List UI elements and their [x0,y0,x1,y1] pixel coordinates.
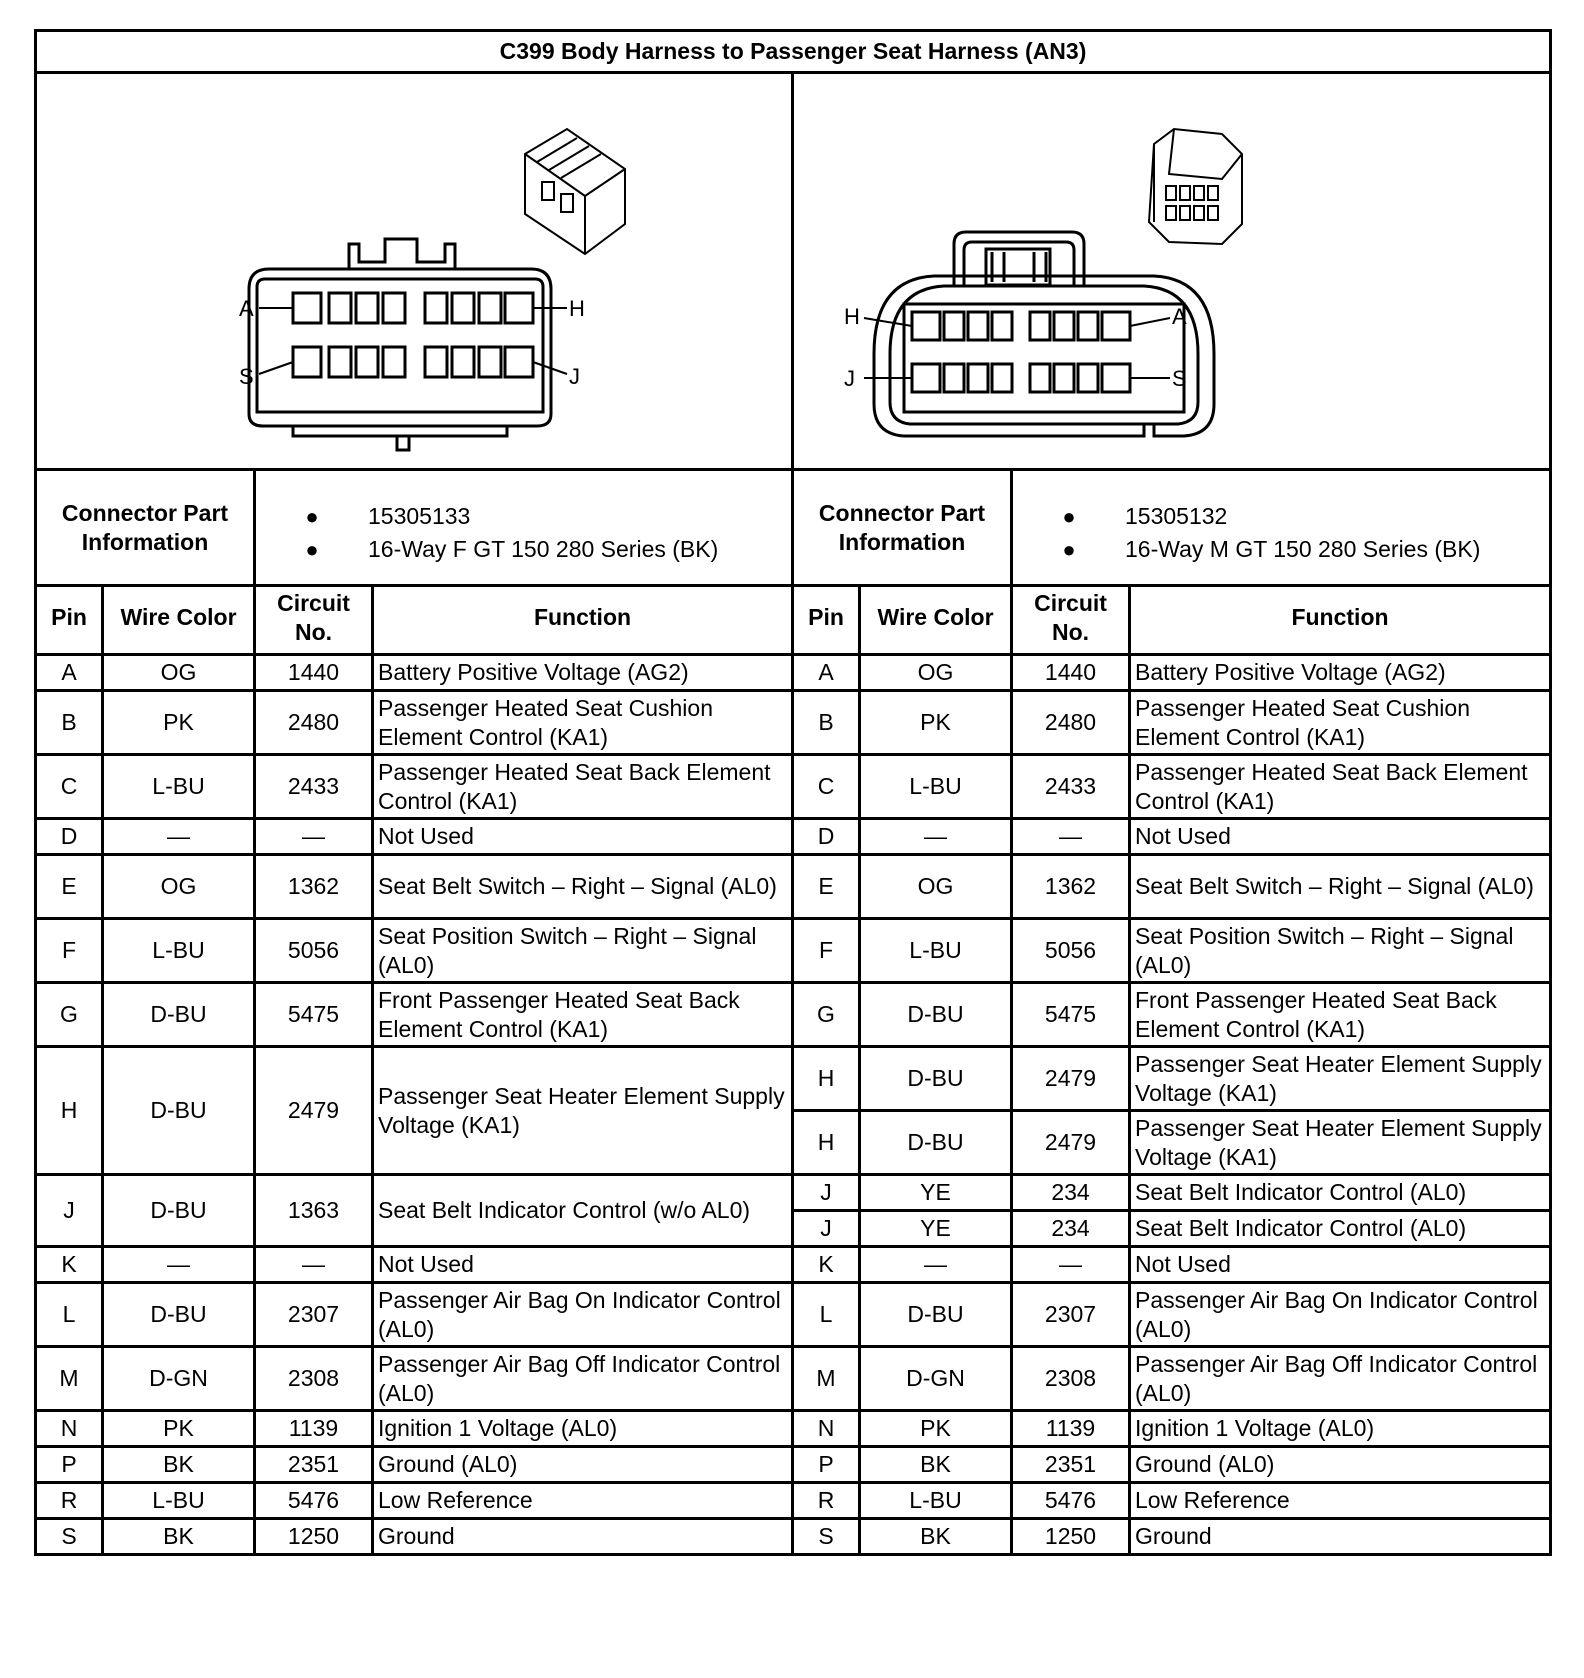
circuit-cell: 2433 [255,755,373,819]
wire-color-cell: PK [860,1411,1012,1447]
part-number: 15305132 [1125,502,1228,529]
pin-cell: F [793,919,860,983]
function-cell: Seat Belt Indicator Control (w/o AL0) [373,1175,793,1247]
pin-cell: M [36,1347,103,1411]
header-wire-color: Wire Color [860,586,1012,655]
circuit-cell: 2480 [1012,691,1130,755]
right-connector-part-info [1012,470,1551,586]
wire-color-cell: L-BU [103,1483,255,1519]
function-cell: Battery Positive Voltage (AG2) [373,655,793,691]
table-row [36,1247,1551,1283]
table-row [36,919,1551,983]
pin-cell: M [793,1347,860,1411]
pin-cell: K [793,1247,860,1283]
wire-color-cell: D-BU [103,1047,255,1175]
table-row [36,1047,1551,1111]
pin-cell: L [793,1283,860,1347]
pin-cell: P [793,1447,860,1483]
function-cell: Ignition 1 Voltage (AL0) [373,1411,793,1447]
list-item [256,500,791,533]
wire-color-cell: D-GN [860,1347,1012,1411]
circuit-cell: — [1012,819,1130,855]
connector-description: 16-Way F GT 150 280 Series (BK) [368,535,719,562]
wire-color-cell: BK [860,1519,1012,1555]
wire-color-cell: — [860,819,1012,855]
pin-cell: J [36,1175,103,1247]
circuit-cell: 1440 [255,655,373,691]
wire-color-cell: D-BU [860,1047,1012,1111]
left-connector-part-info-label: Connector Part Information [36,470,255,586]
pin-cell: B [36,691,103,755]
pin-cell: R [36,1483,103,1519]
function-cell: Front Passenger Heated Seat Back Element Control (KA1) [1130,983,1551,1047]
wire-color-cell: D-BU [103,1175,255,1247]
function-cell: Seat Position Switch – Right – Signal (AL0) [373,919,793,983]
circuit-cell: — [1012,1247,1130,1283]
wire-color-cell: D-BU [103,983,255,1047]
pin-label-top-left: H [844,304,860,329]
circuit-cell: 2307 [1012,1283,1130,1347]
circuit-cell: 2308 [255,1347,373,1411]
list-item [1013,533,1549,566]
circuit-cell: 5476 [255,1483,373,1519]
pin-cell: H [793,1111,860,1175]
wire-color-cell: D-BU [860,1111,1012,1175]
header-pin: Pin [36,586,103,655]
pin-cell: P [36,1447,103,1483]
pin-cell: E [793,855,860,919]
pin-cavities [293,293,533,377]
wire-color-cell: OG [103,855,255,919]
function-cell: Passenger Seat Heater Element Supply Voltage (KA1) [1130,1111,1551,1175]
function-cell: Ignition 1 Voltage (AL0) [1130,1411,1551,1447]
function-cell: Passenger Air Bag On Indicator Control (AL0) [1130,1283,1551,1347]
pin-cell: S [36,1519,103,1555]
function-cell: Passenger Heated Seat Cushion Element Control (KA1) [373,691,793,755]
function-cell: Not Used [373,1247,793,1283]
pin-cavities [912,312,1130,392]
pin-label-top-right: A [1172,304,1187,329]
circuit-cell: 234 [1012,1175,1130,1211]
circuit-cell: 2480 [255,691,373,755]
table-row [36,755,1551,819]
circuit-cell: 234 [1012,1211,1130,1247]
pin-leader-lines [864,318,1170,378]
wire-color-cell: L-BU [860,1483,1012,1519]
function-cell: Not Used [1130,1247,1551,1283]
wire-color-cell: D-BU [103,1283,255,1347]
function-cell: Seat Belt Switch – Right – Signal (AL0) [1130,855,1551,919]
pin-cell: J [793,1211,860,1247]
table-row [36,691,1551,755]
header-circuit: Circuit No. [255,586,373,655]
pin-cell: A [793,655,860,691]
function-cell: Passenger Air Bag Off Indicator Control (AL0) [373,1347,793,1411]
circuit-cell: 2351 [255,1447,373,1483]
circuit-cell: — [255,819,373,855]
circuit-cell: 5476 [1012,1483,1130,1519]
wire-color-cell: PK [860,691,1012,755]
pin-cell: S [793,1519,860,1555]
wire-color-cell: YE [860,1211,1012,1247]
table-row [36,1483,1551,1519]
pin-leader-lines [259,308,567,374]
wire-color-cell: BK [103,1519,255,1555]
pin-cell: E [36,855,103,919]
wire-color-cell: BK [103,1447,255,1483]
pin-cell: C [793,755,860,819]
circuit-cell: 5475 [1012,983,1130,1047]
function-cell: Seat Belt Indicator Control (AL0) [1130,1175,1551,1211]
function-cell: Low Reference [1130,1483,1551,1519]
pin-cell: K [36,1247,103,1283]
circuit-cell: 1363 [255,1175,373,1247]
right-connector-part-info-label: Connector Part Information [793,470,1012,586]
wire-color-cell: — [103,819,255,855]
pin-cell: C [36,755,103,819]
circuit-cell: 1139 [255,1411,373,1447]
function-cell: Ground [373,1519,793,1555]
pin-label-top-left: A [239,296,254,321]
wire-color-cell: YE [860,1175,1012,1211]
wire-color-cell: L-BU [860,755,1012,819]
connector-description: 16-Way M GT 150 280 Series (BK) [1125,535,1481,562]
pin-cell: R [793,1483,860,1519]
header-function: Function [373,586,793,655]
circuit-cell: 2479 [255,1047,373,1175]
function-cell: Seat Belt Switch – Right – Signal (AL0) [373,855,793,919]
pin-cell: H [793,1047,860,1111]
pin-cell: D [793,819,860,855]
function-cell: Seat Position Switch – Right – Signal (AL0) [1130,919,1551,983]
function-cell: Passenger Air Bag Off Indicator Control (AL0) [1130,1347,1551,1411]
circuit-cell: 2479 [1012,1111,1130,1175]
pin-cell: D [36,819,103,855]
pin-label-top-right: H [569,296,585,321]
pin-cell: F [36,919,103,983]
wire-color-cell: OG [860,655,1012,691]
pin-label-bottom-left: S [239,364,254,389]
bullet-icon: ● [305,503,319,529]
circuit-cell: 2307 [255,1283,373,1347]
pin-label-bottom-right: S [1172,366,1187,391]
circuit-cell: 1362 [255,855,373,919]
pin-cell: L [36,1283,103,1347]
circuit-cell: 1440 [1012,655,1130,691]
pin-cell: H [36,1047,103,1175]
header-pin: Pin [793,586,860,655]
pin-cell: G [36,983,103,1047]
table-row [36,819,1551,855]
table-row [36,1347,1551,1411]
circuit-cell: 2479 [1012,1047,1130,1111]
table-row [36,1411,1551,1447]
function-cell: Battery Positive Voltage (AG2) [1130,655,1551,691]
wire-color-cell: L-BU [103,755,255,819]
circuit-cell: — [255,1247,373,1283]
male-connector-drawing [794,74,1552,468]
function-cell: Seat Belt Indicator Control (AL0) [1130,1211,1551,1247]
connector-body [249,239,551,450]
wire-color-cell: BK [860,1447,1012,1483]
function-cell: Ground (AL0) [1130,1447,1551,1483]
connector-sheet [34,29,1549,1556]
header-circuit: Circuit No. [1012,586,1130,655]
wire-color-cell: D-BU [860,1283,1012,1347]
connector-body [874,232,1214,436]
circuit-cell: 5475 [255,983,373,1047]
function-cell: Passenger Seat Heater Element Supply Voltage (KA1) [373,1047,793,1175]
pin-cell: A [36,655,103,691]
table-row [36,983,1551,1047]
function-cell: Front Passenger Heated Seat Back Element Control (KA1) [373,983,793,1047]
wire-color-cell: PK [103,1411,255,1447]
wire-color-cell: OG [103,655,255,691]
circuit-cell: 1250 [255,1519,373,1555]
circuit-cell: 5056 [1012,919,1130,983]
function-cell: Ground [1130,1519,1551,1555]
table-row [36,1519,1551,1555]
function-cell: Passenger Heated Seat Back Element Control (KA1) [1130,755,1551,819]
table-row [36,655,1551,691]
circuit-cell: 1139 [1012,1411,1130,1447]
pin-label-bottom-right: J [569,364,580,389]
pin-cell: N [36,1411,103,1447]
left-connector-figure [36,73,793,470]
function-cell: Passenger Seat Heater Element Supply Voltage (KA1) [1130,1047,1551,1111]
wire-color-cell: — [103,1247,255,1283]
page-title: C399 Body Harness to Passenger Seat Harness (AN3) [36,31,1551,73]
wire-color-cell: L-BU [860,919,1012,983]
header-function: Function [1130,586,1551,655]
circuit-cell: 2433 [1012,755,1130,819]
connector-3d-icon [525,129,625,254]
female-connector-drawing [37,74,794,468]
bullet-icon: ● [305,536,319,562]
pin-cell: J [793,1175,860,1211]
list-item [256,533,791,566]
pin-cell: N [793,1411,860,1447]
wire-color-cell: OG [860,855,1012,919]
table-row [36,1447,1551,1483]
table-row [36,1175,1551,1211]
function-cell: Passenger Air Bag On Indicator Control (AL0) [373,1283,793,1347]
function-cell: Not Used [1130,819,1551,855]
function-cell: Ground (AL0) [373,1447,793,1483]
circuit-cell: 5056 [255,919,373,983]
bullet-icon: ● [1062,503,1076,529]
circuit-cell: 1362 [1012,855,1130,919]
wire-color-cell: D-GN [103,1347,255,1411]
header-wire-color: Wire Color [103,586,255,655]
function-cell: Not Used [373,819,793,855]
wire-color-cell: PK [103,691,255,755]
list-item [1013,500,1549,533]
wire-color-cell: D-BU [860,983,1012,1047]
function-cell: Passenger Heated Seat Cushion Element Control (KA1) [1130,691,1551,755]
bullet-icon: ● [1062,536,1076,562]
part-number: 15305133 [368,502,471,529]
pin-label-bottom-left: J [844,366,855,391]
table-row [36,1283,1551,1347]
connector-3d-icon [1149,129,1242,244]
pin-cell: B [793,691,860,755]
pin-cell: G [793,983,860,1047]
circuit-cell: 2351 [1012,1447,1130,1483]
table-row [36,855,1551,919]
right-connector-figure [793,73,1551,470]
circuit-cell: 1250 [1012,1519,1130,1555]
wire-color-cell: — [860,1247,1012,1283]
wire-color-cell: L-BU [103,919,255,983]
function-cell: Passenger Heated Seat Back Element Control (KA1) [373,755,793,819]
circuit-cell: 2308 [1012,1347,1130,1411]
pinout-table [34,29,1552,1556]
left-connector-part-info [255,470,793,586]
function-cell: Low Reference [373,1483,793,1519]
